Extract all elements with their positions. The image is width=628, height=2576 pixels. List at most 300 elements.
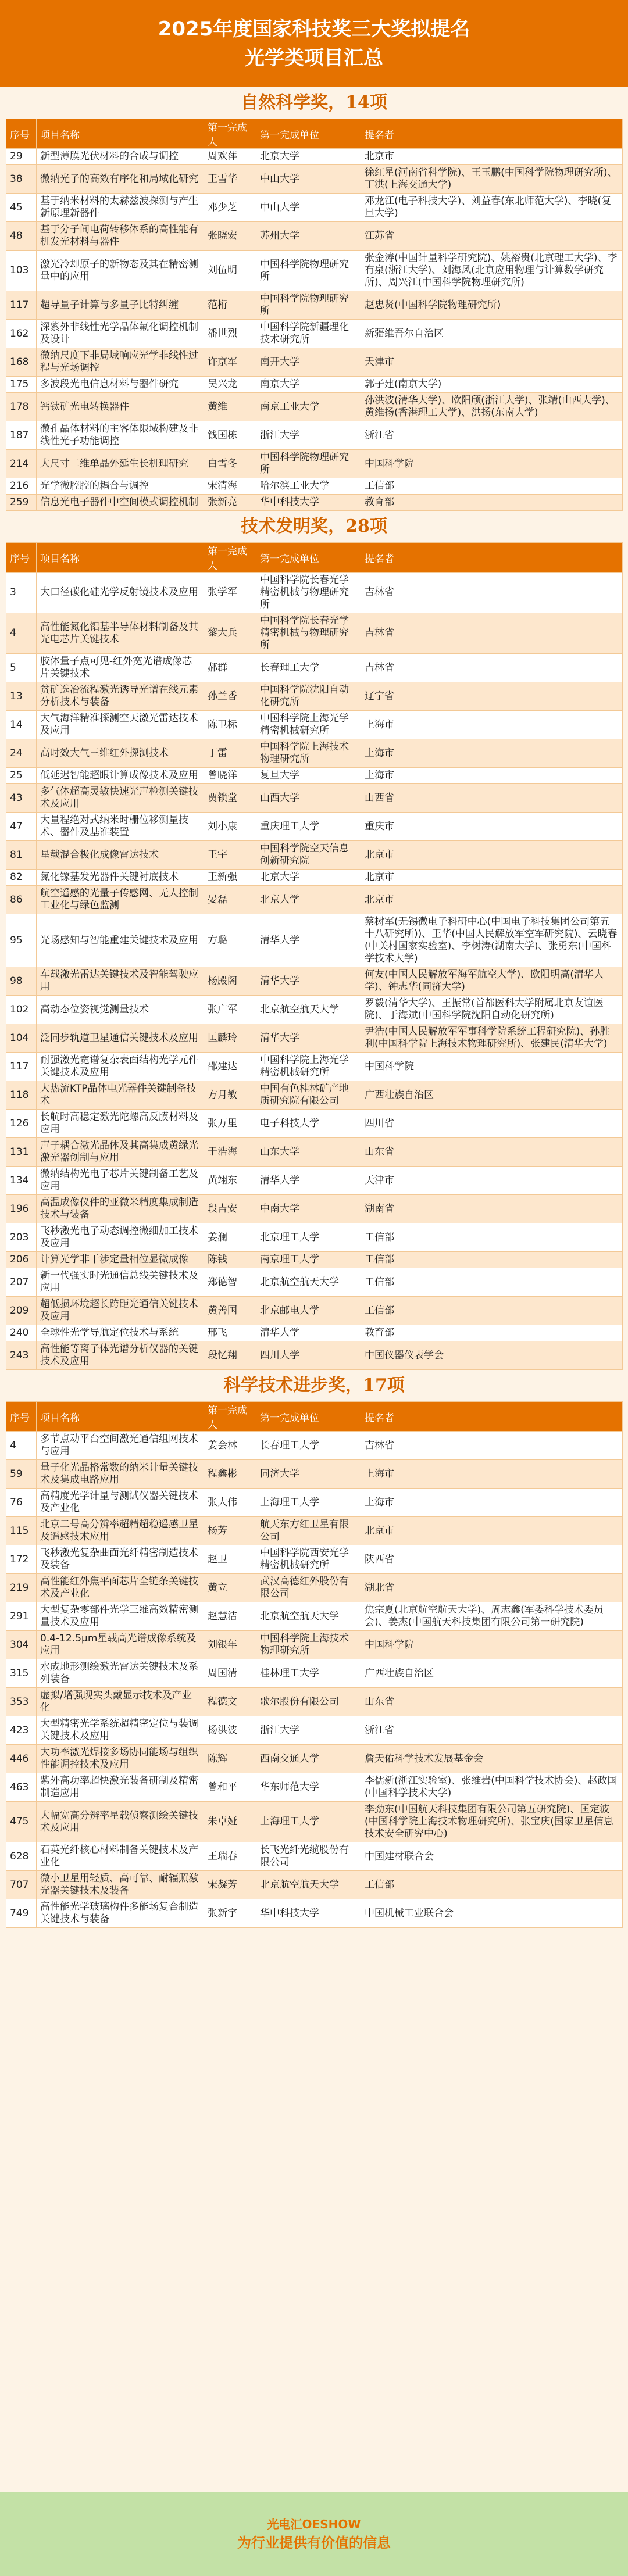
cell-name: 多波段光电信息材料与器件研究 — [37, 377, 204, 393]
cell-name: 基于分子间电荷转移体系的高性能有机发光材料与器件 — [37, 222, 204, 251]
cell-p1: 方璐 — [204, 914, 256, 967]
cell-p3: 中国机械工业联合会 — [361, 1899, 623, 1928]
cell-p2: 复旦大学 — [256, 768, 361, 784]
cell-no: 187 — [6, 421, 37, 450]
cell-no: 45 — [6, 194, 37, 222]
cell-name: 微小卫星用轻质、高可靠、耐辐照激光器关键技术及装备 — [37, 1871, 204, 1899]
cell-p1: 邵建达 — [204, 1053, 256, 1081]
table-row — [6, 784, 623, 813]
cell-no: 178 — [6, 393, 37, 421]
cell-p1: 刘小康 — [204, 813, 256, 841]
cell-no: 86 — [6, 886, 37, 914]
cell-p1: 钱国栋 — [204, 421, 256, 450]
cell-p3: 孙洪波(清华大学)、欧阳颀(浙江大学)、张靖(山西大学)、黄维扬(香港理工大学)、洪扬(东南大学) — [361, 393, 623, 421]
cell-p2: 武汉高德红外股份有限公司 — [256, 1574, 361, 1602]
cell-name: 超低损环境超长跨距光通信关键技术及应用 — [37, 1297, 204, 1325]
table-row — [6, 495, 623, 511]
cell-name: 飞秒激光复杂曲面光纤精密制造技术及装备 — [37, 1545, 204, 1574]
cell-p2: 华东师范大学 — [256, 1773, 361, 1802]
cell-p1: 张万里 — [204, 1110, 256, 1138]
column-header: 序号 — [6, 119, 37, 149]
cell-no: 315 — [6, 1659, 37, 1688]
cell-name: 高精度光学计量与测试仪器关键技术及产业化 — [37, 1489, 204, 1517]
cell-name: 声子耦合激光晶体及其高集成黄绿光激光器创制与应用 — [37, 1138, 204, 1167]
cell-p2: 北京航空航天大学 — [256, 996, 361, 1024]
cell-no: 81 — [6, 841, 37, 870]
table-row — [6, 165, 623, 194]
cell-name: 微纳光子的高效有序化和局域化研究 — [37, 165, 204, 194]
cell-name: 飞秒激光电子动态调控微细加工技术及应用 — [37, 1223, 204, 1252]
cell-p2: 中国有色桂林矿产地质研究院有限公司 — [256, 1081, 361, 1110]
cell-no: 117 — [6, 291, 37, 320]
table-row — [6, 682, 623, 711]
cell-p1: 周欢萍 — [204, 149, 256, 165]
award-table — [6, 119, 623, 511]
cell-name: 多气体超高灵敏快速光声检测关键技术及应用 — [37, 784, 204, 813]
cell-p1: 王宇 — [204, 841, 256, 870]
cell-p2: 北京大学 — [256, 886, 361, 914]
cell-p3: 中国仪器仪表学会 — [361, 1341, 623, 1370]
table-row — [6, 421, 623, 450]
sections-container — [0, 87, 628, 1928]
cell-name: 大气海洋精准探测空天激光雷达技术及应用 — [37, 711, 204, 739]
cell-p3: 湖南省 — [361, 1195, 623, 1223]
cell-p3: 北京市 — [361, 149, 623, 165]
table-row — [6, 450, 623, 478]
table-row — [6, 967, 623, 996]
cell-p3: 吉林省 — [361, 1432, 623, 1460]
column-header: 第一完成单位 — [256, 1402, 361, 1432]
cell-p1: 黄立 — [204, 1574, 256, 1602]
cell-name: 大型复杂零部件光学三维高效精密测量技术及应用 — [37, 1602, 204, 1631]
cell-p3: 吉林省 — [361, 654, 623, 682]
table-row — [6, 1268, 623, 1297]
cell-name: 光场感知与智能重建关键技术及应用 — [37, 914, 204, 967]
cell-p3: 赵忠贤(中国科学院物理研究所) — [361, 291, 623, 320]
cell-p1: 匡麟玲 — [204, 1024, 256, 1053]
cell-name: 多节点动平台空间激光通信组网技术与应用 — [37, 1432, 204, 1460]
table-row — [6, 573, 623, 613]
cell-p3: 新疆维吾尔自治区 — [361, 320, 623, 348]
cell-p2: 电子科技大学 — [256, 1110, 361, 1138]
cell-p3: 工信部 — [361, 1297, 623, 1325]
cell-p3: 上海市 — [361, 768, 623, 784]
cell-name: 基于纳米材料的太赫兹波探测与产生新原理新器件 — [37, 194, 204, 222]
cell-p1: 范桁 — [204, 291, 256, 320]
table-row — [6, 1871, 623, 1899]
footer-slogan: 为行业提供有价值的信息 — [237, 2534, 391, 2551]
cell-p3: 江苏省 — [361, 222, 623, 251]
cell-no: 4 — [6, 613, 37, 654]
table-row — [6, 886, 623, 914]
cell-name: 微孔晶体材料的主客体限域构建及非线性光子功能调控 — [37, 421, 204, 450]
column-header: 提名者 — [361, 119, 623, 149]
column-header: 第一完成人 — [204, 119, 256, 149]
cell-p1: 黄翊东 — [204, 1167, 256, 1195]
cell-name: 大口径碳化硅光学反射镜技术及应用 — [37, 573, 204, 613]
cell-name: 钙钛矿光电转换器件 — [37, 393, 204, 421]
cell-name: 耐强激光宽谱复杂表面结构光学元件关键技术及应用 — [37, 1053, 204, 1081]
cell-p2: 清华大学 — [256, 1167, 361, 1195]
table-row — [6, 1631, 623, 1659]
cell-no: 628 — [6, 1842, 37, 1871]
cell-no: 48 — [6, 222, 37, 251]
cell-no: 47 — [6, 813, 37, 841]
cell-no: 103 — [6, 251, 37, 291]
cell-p3: 北京市 — [361, 870, 623, 886]
cell-p1: 孙兰香 — [204, 682, 256, 711]
table-row — [6, 1802, 623, 1842]
cell-p3: 工信部 — [361, 1268, 623, 1297]
cell-p3: 重庆市 — [361, 813, 623, 841]
cell-no: 126 — [6, 1110, 37, 1138]
cell-p2: 苏州大学 — [256, 222, 361, 251]
cell-name: 长航时高稳定激光陀螺高反膜材料及应用 — [37, 1110, 204, 1138]
cell-name: 石英光纤核心材料制备关键技术及产业化 — [37, 1842, 204, 1871]
cell-p2: 清华大学 — [256, 914, 361, 967]
cell-p3: 罗毅(清华大学)、王振常(首都医科大学附属北京友谊医院)、于海斌(中国科学院沈阳自动化研究所) — [361, 996, 623, 1024]
cell-p2: 四川大学 — [256, 1341, 361, 1370]
cell-no: 38 — [6, 165, 37, 194]
cell-no: 13 — [6, 682, 37, 711]
table-row — [6, 1138, 623, 1167]
cell-p2: 山西大学 — [256, 784, 361, 813]
cell-p2: 中国科学院沈阳自动化研究所 — [256, 682, 361, 711]
cell-p2: 中国科学院上海技术物理研究所 — [256, 739, 361, 768]
table-row — [6, 348, 623, 377]
cell-no: 4 — [6, 1432, 37, 1460]
cell-p2: 北京航空航天大学 — [256, 1871, 361, 1899]
table-row — [6, 711, 623, 739]
table-row — [6, 393, 623, 421]
page-title: 2025年度国家科技奖三大奖拟提名 — [158, 17, 470, 41]
cell-p1: 方月敏 — [204, 1081, 256, 1110]
cell-name: 大量程绝对式纳米时栅位移测量技术、器件及基准装置 — [37, 813, 204, 841]
cell-p1: 张晓宏 — [204, 222, 256, 251]
cell-name: 超导量子计算与多量子比特纠缠 — [37, 291, 204, 320]
cell-p1: 张广军 — [204, 996, 256, 1024]
award-table — [6, 542, 623, 1370]
table-row — [6, 320, 623, 348]
cell-p3: 上海市 — [361, 739, 623, 768]
cell-name: 微纳尺度下非局域响应光学非线性过程与光场调控 — [37, 348, 204, 377]
cell-p2: 中国科学院物理研究所 — [256, 291, 361, 320]
cell-name: 大尺寸二维单晶外延生长机理研究 — [37, 450, 204, 478]
cell-p2: 华中科技大学 — [256, 1899, 361, 1928]
table-row — [6, 654, 623, 682]
table-row — [6, 1659, 623, 1688]
table-header-row — [6, 543, 623, 573]
cell-p3: 工信部 — [361, 1223, 623, 1252]
cell-p3: 焦宗夏(北京航空航天大学)、周志鑫(军委科学技术委员会)、姜杰(中国航天科技集团有限公司第一研究院) — [361, 1602, 623, 1631]
cell-no: 168 — [6, 348, 37, 377]
column-header: 提名者 — [361, 1402, 623, 1432]
table-row — [6, 914, 623, 967]
cell-p1: 晏磊 — [204, 886, 256, 914]
cell-p2: 中南大学 — [256, 1195, 361, 1223]
cell-name: 量子化光晶格常数的纳米计量关键技术及集成电路应用 — [37, 1460, 204, 1489]
cell-p2: 中山大学 — [256, 194, 361, 222]
table-row — [6, 613, 623, 654]
cell-p1: 郑德智 — [204, 1268, 256, 1297]
cell-no: 134 — [6, 1167, 37, 1195]
section-title: 科学技术进步奖，17项 — [223, 1375, 405, 1396]
cell-p1: 段吉安 — [204, 1195, 256, 1223]
cell-p3: 工信部 — [361, 478, 623, 495]
cell-p3: 湖北省 — [361, 1574, 623, 1602]
cell-p2: 清华大学 — [256, 967, 361, 996]
table-row — [6, 222, 623, 251]
column-header: 第一完成人 — [204, 1402, 256, 1432]
cell-p1: 杨芳 — [204, 1517, 256, 1545]
cell-name: 车载激光雷达关键技术及智能驾驶应用 — [37, 967, 204, 996]
table-header-row — [6, 1402, 623, 1432]
cell-no: 240 — [6, 1325, 37, 1341]
cell-no: 707 — [6, 1871, 37, 1899]
cell-p3: 天津市 — [361, 1167, 623, 1195]
cell-name: 泛同步轨道卫星通信关键技术及应用 — [37, 1024, 204, 1053]
cell-p3: 教育部 — [361, 495, 623, 511]
cell-p1: 黎大兵 — [204, 613, 256, 654]
cell-p3: 广西壮族自治区 — [361, 1659, 623, 1688]
cell-no: 463 — [6, 1773, 37, 1802]
cell-name: 紫外高功率超快激光装备研制及精密制造应用 — [37, 1773, 204, 1802]
cell-p1: 赵卫 — [204, 1545, 256, 1574]
cell-p2: 长飞光纤光缆股份有限公司 — [256, 1842, 361, 1871]
cell-p2: 南京大学 — [256, 377, 361, 393]
column-header: 第一完成人 — [204, 543, 256, 573]
cell-p1: 张新亮 — [204, 495, 256, 511]
table-row — [6, 1545, 623, 1574]
cell-name: 水成地形测绘激光雷达关键技术及系列装备 — [37, 1659, 204, 1688]
cell-no: 162 — [6, 320, 37, 348]
cell-p1: 张新宇 — [204, 1899, 256, 1928]
cell-p2: 中国科学院上海光学精密机械研究所 — [256, 711, 361, 739]
cell-p3: 天津市 — [361, 348, 623, 377]
cell-p2: 浙江大学 — [256, 421, 361, 450]
cell-p3: 徐红星(河南省科学院)、王玉鹏(中国科学院物理研究所)、丁洪(上海交通大学) — [361, 165, 623, 194]
cell-name: 微纳结构光电子芯片关键制备工艺及应用 — [37, 1167, 204, 1195]
cell-no: 207 — [6, 1268, 37, 1297]
cell-p1: 许京军 — [204, 348, 256, 377]
cell-p1: 王新强 — [204, 870, 256, 886]
cell-no: 118 — [6, 1081, 37, 1110]
cell-p2: 清华大学 — [256, 1024, 361, 1053]
page-header — [0, 0, 628, 87]
cell-p3: 张金涛(中国计量科学研究院)、姚裕贵(北京理工大学)、李有泉(浙江大学)、刘海风(北京应用物理与计算数学研究所)、周兴江(中国科学院物理研究所) — [361, 251, 623, 291]
cell-p1: 杨洪波 — [204, 1716, 256, 1745]
cell-no: 14 — [6, 711, 37, 739]
cell-p3: 浙江省 — [361, 421, 623, 450]
table-row — [6, 1745, 623, 1773]
cell-p2: 南京理工大学 — [256, 1252, 361, 1268]
cell-p1: 段忆翔 — [204, 1341, 256, 1370]
cell-p2: 中国科学院长春光学精密机械与物理研究所 — [256, 613, 361, 654]
cell-name: 新型薄膜光伏材料的合成与调控 — [37, 149, 204, 165]
table-row — [6, 1489, 623, 1517]
cell-p2: 哈尔滨工业大学 — [256, 478, 361, 495]
cell-p3: 工信部 — [361, 1871, 623, 1899]
cell-p1: 朱卓娅 — [204, 1802, 256, 1842]
table-row — [6, 194, 623, 222]
cell-p1: 黄维 — [204, 393, 256, 421]
cell-p1: 吴兴龙 — [204, 377, 256, 393]
cell-no: 95 — [6, 914, 37, 967]
cell-p1: 王瑞春 — [204, 1842, 256, 1871]
table-row — [6, 1325, 623, 1341]
table-row — [6, 149, 623, 165]
table-row — [6, 1223, 623, 1252]
cell-no: 219 — [6, 1574, 37, 1602]
cell-name: 大型精密光学系统超精密定位与装调关键技术及应用 — [37, 1716, 204, 1745]
award-table — [6, 1401, 623, 1928]
cell-p3: 山西省 — [361, 784, 623, 813]
cell-no: 214 — [6, 450, 37, 478]
cell-no: 76 — [6, 1489, 37, 1517]
table-row — [6, 251, 623, 291]
cell-p1: 白雪冬 — [204, 450, 256, 478]
table-row — [6, 1773, 623, 1802]
cell-p1: 周国清 — [204, 1659, 256, 1688]
cell-p3: 陕西省 — [361, 1545, 623, 1574]
cell-no: 446 — [6, 1745, 37, 1773]
cell-p1: 陈辉 — [204, 1745, 256, 1773]
cell-p1: 张学军 — [204, 573, 256, 613]
cell-p3: 邓龙江(电子科技大学)、刘益春(东北师范大学)、李晓(复旦大学) — [361, 194, 623, 222]
cell-name: 高性能等离子体光谱分析仪器的关键技术及应用 — [37, 1341, 204, 1370]
cell-p2: 北京航空航天大学 — [256, 1602, 361, 1631]
table-row — [6, 1024, 623, 1053]
cell-p3: 吉林省 — [361, 613, 623, 654]
cell-no: 175 — [6, 377, 37, 393]
cell-p3: 山东省 — [361, 1688, 623, 1716]
cell-name: 计算光学非干涉定量相位显微成像 — [37, 1252, 204, 1268]
column-header: 提名者 — [361, 543, 623, 573]
table-row — [6, 1252, 623, 1268]
cell-no: 59 — [6, 1460, 37, 1489]
table-header-row — [6, 119, 623, 149]
cell-p3: 工信部 — [361, 1252, 623, 1268]
cell-name: 高温成像仪件的亚微米精度集成制造技术与装备 — [37, 1195, 204, 1223]
table-row — [6, 996, 623, 1024]
cell-p1: 姜会林 — [204, 1432, 256, 1460]
cell-p1: 程鑫彬 — [204, 1460, 256, 1489]
cell-name: 氮化镓基发光器件关键衬底技术 — [37, 870, 204, 886]
cell-name: 北京二号高分辨率超精超稳遥感卫星及遥感技术应用 — [37, 1517, 204, 1545]
cell-name: 大热流KTP晶体电光器件关键制备技术 — [37, 1081, 204, 1110]
cell-no: 104 — [6, 1024, 37, 1053]
cell-p1: 刘银年 — [204, 1631, 256, 1659]
column-header: 序号 — [6, 543, 37, 573]
table-row — [6, 1574, 623, 1602]
cell-p1: 宋清海 — [204, 478, 256, 495]
cell-p1: 于浩海 — [204, 1138, 256, 1167]
cell-p1: 邓少芝 — [204, 194, 256, 222]
cell-name: 低延迟智能超眼计算成像技术及应用 — [37, 768, 204, 784]
cell-p2: 中国科学院上海技术物理研究所 — [256, 1631, 361, 1659]
cell-p3: 广西壮族自治区 — [361, 1081, 623, 1110]
cell-p2: 浙江大学 — [256, 1716, 361, 1745]
cell-p3: 北京市 — [361, 841, 623, 870]
table-row — [6, 1688, 623, 1716]
cell-name: 胶体量子点可见-红外宽光谱成像芯片关键技术 — [37, 654, 204, 682]
cell-name: 高性能氮化铝基半导体材料制备及其光电芯片关键技术 — [37, 613, 204, 654]
cell-no: 5 — [6, 654, 37, 682]
table-row — [6, 1517, 623, 1545]
cell-p1: 邢飞 — [204, 1325, 256, 1341]
cell-p2: 上海理工大学 — [256, 1489, 361, 1517]
cell-name: 激光冷却原子的新物态及其在精密测量中的应用 — [37, 251, 204, 291]
cell-name: 高动态位姿视觉测量技术 — [37, 996, 204, 1024]
page-subtitle: 光学类项目汇总 — [245, 46, 383, 70]
table-row — [6, 768, 623, 784]
cell-p3: 尹浩(中国人民解放军军事科学院系统工程研究院)、孙胜利(中国科学院上海技术物理研究所)、张建民(清华大学) — [361, 1024, 623, 1053]
column-header: 项目名称 — [37, 119, 204, 149]
cell-no: 216 — [6, 478, 37, 495]
table-row — [6, 478, 623, 495]
cell-no: 43 — [6, 784, 37, 813]
cell-p2: 南开大学 — [256, 348, 361, 377]
cell-p1: 宋凝芳 — [204, 1871, 256, 1899]
cell-p3: 浙江省 — [361, 1716, 623, 1745]
cell-p3: 李劲东(中国航天科技集团有限公司第五研究院)、匡定波(中国科学院上海技术物理研究所)、张宝庆(国家卫星信息技术安全研究中心) — [361, 1802, 623, 1842]
section-title: 自然科学奖，14项 — [241, 92, 387, 113]
cell-p2: 西南交通大学 — [256, 1745, 361, 1773]
cell-p3: 北京市 — [361, 1517, 623, 1545]
table-row — [6, 739, 623, 768]
column-header: 项目名称 — [37, 1402, 204, 1432]
cell-no: 98 — [6, 967, 37, 996]
cell-no: 291 — [6, 1602, 37, 1631]
cell-p1: 黄善国 — [204, 1297, 256, 1325]
cell-p2: 中国科学院新疆理化技术研究所 — [256, 320, 361, 348]
cell-p3: 郭子建(南京大学) — [361, 377, 623, 393]
table-row — [6, 1602, 623, 1631]
cell-p2: 北京大学 — [256, 149, 361, 165]
cell-p2: 中国科学院西安光学精密机械研究所 — [256, 1545, 361, 1574]
cell-no: 423 — [6, 1716, 37, 1745]
cell-p2: 北京航空航天大学 — [256, 1268, 361, 1297]
cell-p2: 中国科学院长春光学精密机械与物理研究所 — [256, 573, 361, 613]
cell-p3: 四川省 — [361, 1110, 623, 1138]
cell-name: 虚拟/增强现实头戴显示技术及产业化 — [37, 1688, 204, 1716]
cell-no: 206 — [6, 1252, 37, 1268]
cell-p3: 蔡树军(无锡微电子科研中心(中国电子科技集团公司第五十八研究所))、王华(中国人民解放军空军研究院)、云晓春(中关村国家实验室)、李树涛(湖南大学)、张勇东(中国科学技术大学) — [361, 914, 623, 967]
table-row — [6, 1053, 623, 1081]
table-row — [6, 1195, 623, 1223]
table-row — [6, 1460, 623, 1489]
cell-no: 131 — [6, 1138, 37, 1167]
cell-p2: 中国科学院物理研究所 — [256, 251, 361, 291]
cell-p1: 张大伟 — [204, 1489, 256, 1517]
cell-p2: 重庆理工大学 — [256, 813, 361, 841]
footer-brand: 光电汇OESHOW — [267, 2517, 361, 2531]
cell-name: 信息光电子器件中空间模式调控机制 — [37, 495, 204, 511]
cell-no: 209 — [6, 1297, 37, 1325]
cell-name: 高性能红外焦平面芯片全链条关键技术及产业化 — [37, 1574, 204, 1602]
cell-p2: 华中科技大学 — [256, 495, 361, 511]
column-header: 项目名称 — [37, 543, 204, 573]
table-row — [6, 1432, 623, 1460]
cell-p3: 山东省 — [361, 1138, 623, 1167]
cell-p2: 中国科学院物理研究所 — [256, 450, 361, 478]
table-row — [6, 291, 623, 320]
cell-p3: 中国建材联合会 — [361, 1842, 623, 1871]
cell-name: 0.4-12.5μm星载高光谱成像系统及应用 — [37, 1631, 204, 1659]
column-header: 序号 — [6, 1402, 37, 1432]
cell-p3: 上海市 — [361, 1489, 623, 1517]
cell-p2: 歌尔股份有限公司 — [256, 1688, 361, 1716]
